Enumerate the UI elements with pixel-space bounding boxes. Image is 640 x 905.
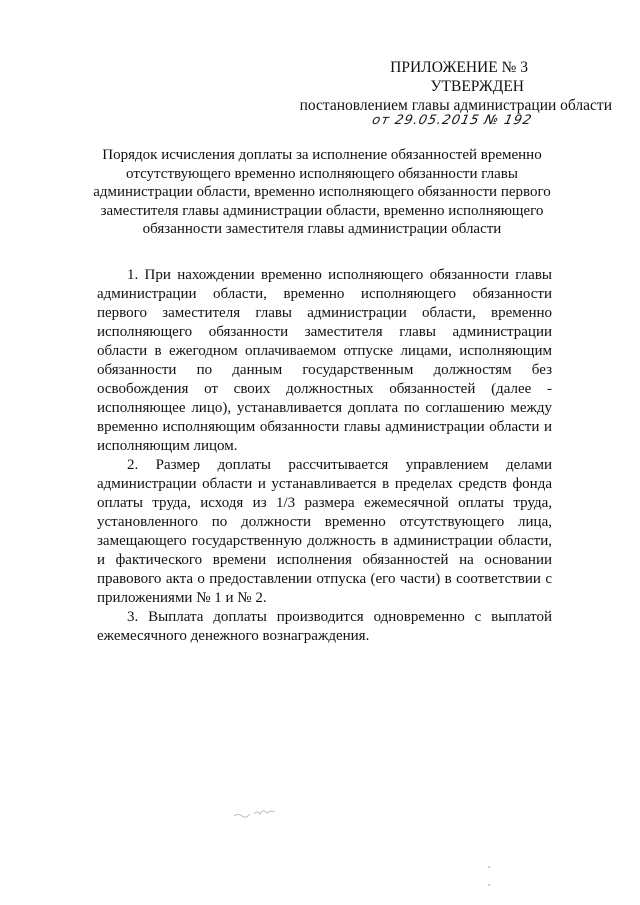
paragraph-3: 3. Выплата доплаты производится одновременно с выплатой ежемесячного денежного вознаграждения.: [97, 609, 552, 644]
faint-scribble-mark: [232, 802, 292, 822]
document-body: [97, 266, 552, 646]
scan-speck: [488, 866, 490, 868]
document-title: Порядок исчисления доплаты за исполнение обязанностей временно отсутствующего временно исполняющего обязанности главы администрации области, временно исполняющего обязанности первого заместителя главы администрации области, временно исполняющего обязанности заместителя главы администрации области: [93, 147, 551, 237]
approval-header: [282, 58, 612, 128]
approved-by-decree: постановлением главы администрации области: [299, 97, 612, 114]
handwritten-date-number: от 29.05.2015 № 192: [370, 113, 534, 128]
scan-speck: [488, 884, 490, 886]
paragraph-1: 1. При нахождении временно исполняющего обязанности главы администрации области, временно исполняющего обязанности первого заместителя главы администрации области, временно исполняющего обязанности заместителя главы администрации области в ежегодном оплачиваемом отпуске лицами, исполняющим обязанности по данным государственным должностям без освобождения от своих должностных обязанностей (далее - исполняющее лицо), устанавливается доплата по соглашению между временно исполняющим обязанности главы администрации области и исполняющим лицом.: [97, 267, 552, 454]
appendix-number: ПРИЛОЖЕНИЕ № 3: [390, 59, 528, 76]
approved-stamp-text: УТВЕРЖДЕН: [430, 78, 524, 95]
paragraph-2: 2. Размер доплаты рассчитывается управлением делами администрации области и устанавливается в пределах средств фонда оплаты труда, исходя из 1/3 размера ежемесячной оплаты труда, установленного по должности временно отсутствующего лица, замещающего государственную должность в администрации области, и фактического времени исполнения обязанностей на основании правового акта о предоставлении отпуска (его части) в соответствии с приложениями № 1 и № 2.: [97, 457, 552, 606]
